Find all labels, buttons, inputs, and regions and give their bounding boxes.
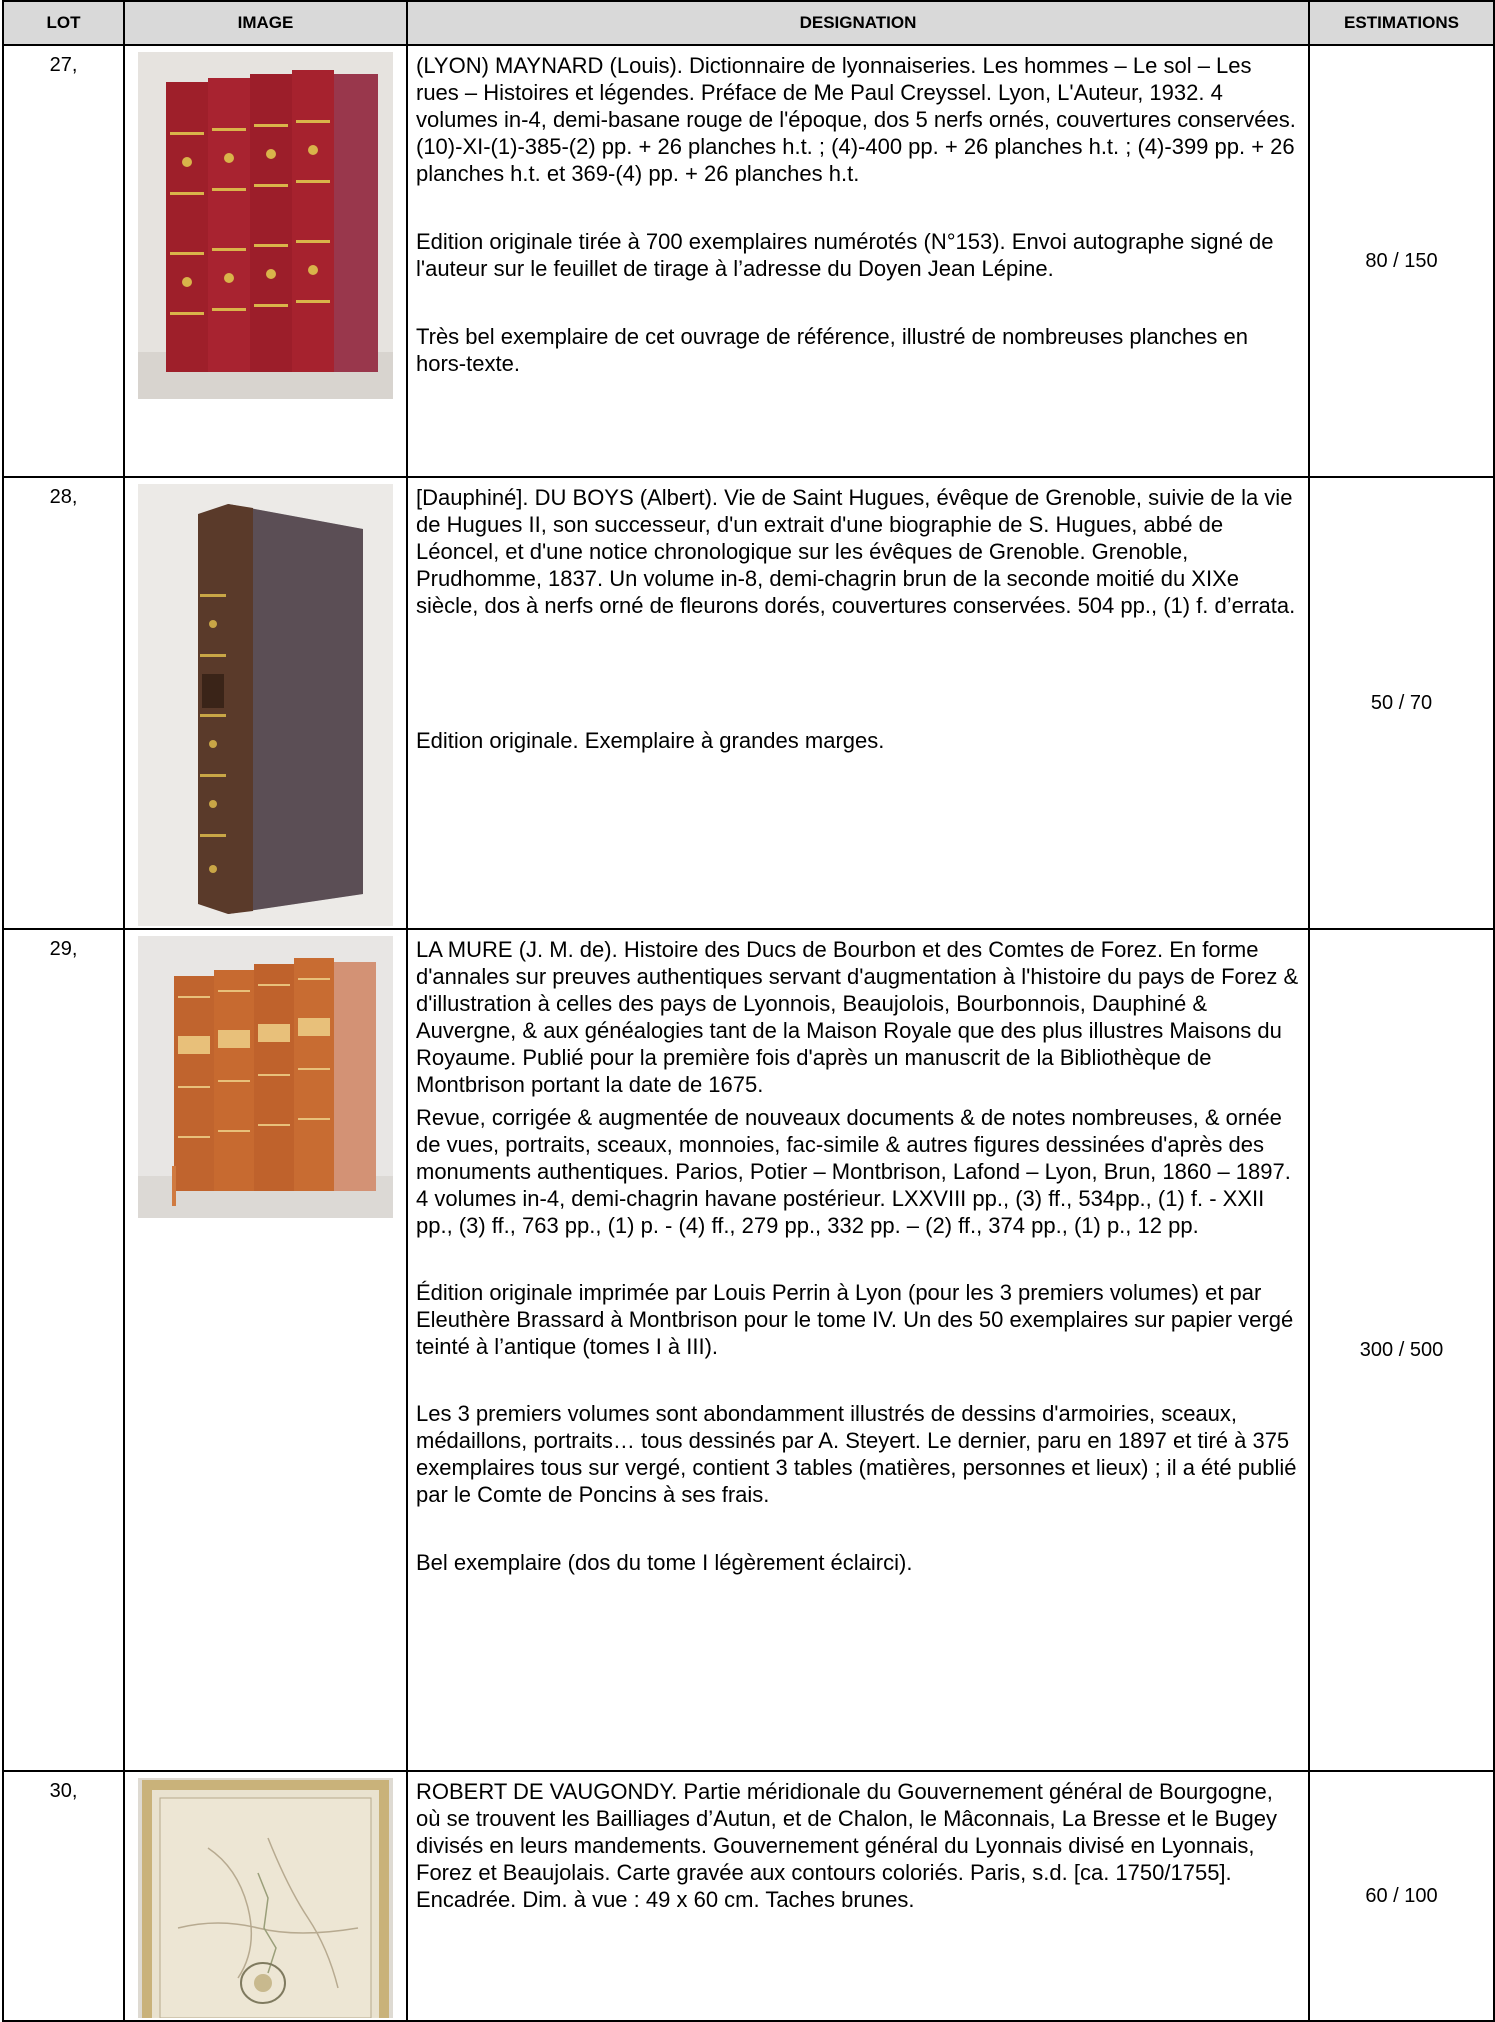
- lot-number: 30,: [3, 1771, 124, 2021]
- designation-paragraph: Édition originale imprimée par Louis Perrin à Lyon (pour les 3 premiers volumes) et par Eleuthère Brassard à Montbrison pour le tome IV. Un des 50 exemplaires sur papier vergé teinté à l’antique (tomes I à III).: [416, 1280, 1294, 1359]
- tan-books-photo: [138, 936, 393, 1218]
- framed-map-photo: [138, 1778, 393, 2018]
- header-estimations: ESTIMATIONS: [1309, 1, 1494, 45]
- lot-number: 28,: [3, 477, 124, 929]
- lots-table: [2, 0, 1495, 2022]
- lot-designation: [407, 1771, 1309, 2021]
- lot-row-29: [3, 929, 1494, 1771]
- lot-designation: [407, 929, 1309, 1771]
- designation-paragraph: ROBERT DE VAUGONDY. Partie méridionale du Gouvernement général de Bourgogne, où se trouvent les Bailliages d’Autun, et de Chalon, le Mâconnais, La Bresse et le Bugey divisés en leurs mandements. Gouvernement général du Lyonnais divisé en Lyonnais, Forez et Beaujolais. Carte gravée aux contours coloriés. Paris, s.d. [ca. 1750/1755]. Encadrée. Dim. à vue : 49 x 60 cm. Taches brunes.: [416, 1779, 1277, 1912]
- lot-image-cell: [124, 1771, 407, 2021]
- header-image: IMAGE: [124, 1, 407, 45]
- designation-paragraph: Très bel exemplaire de cet ouvrage de référence, illustré de nombreuses planches en hors-texte.: [416, 324, 1248, 376]
- lot-row-27: [3, 45, 1494, 477]
- designation-paragraph: (LYON) MAYNARD (Louis). Dictionnaire de lyonnaiseries. Les hommes – Le sol – Les rues – Histoires et légendes. Préface de Me Paul Creyssel. Lyon, L'Auteur, 1932. 4 volumes in-4, demi-basane rouge de l'époque, dos 5 nerfs ornés, couvertures conservées. (10)-XI-(1)-385-(2) pp. + 26 planches h.t. ; (4)-400 pp. + 26 planches h.t. ; (4)-399 pp. + 26 planches h.t. et 369-(4) pp. + 26 planches h.t.: [416, 53, 1296, 186]
- lot-estimate: 80 / 150: [1309, 45, 1494, 477]
- lot-image-cell: [124, 477, 407, 929]
- designation-paragraph: Les 3 premiers volumes sont abondamment illustrés de dessins d'armoiries, sceaux, médaillons, portraits… tous dessinés par A. Steyert. Le dernier, paru en 1897 et tiré à 375 exemplaires tous sur vergé, contient 3 tables (matières, personnes et lieux) ; il a été publié par le Comte de Poncins à ses frais.: [416, 1401, 1297, 1507]
- designation-paragraph: Bel exemplaire (dos du tome I légèrement éclairci).: [416, 1550, 913, 1575]
- lot-image-cell: [124, 929, 407, 1771]
- designation-paragraph: Revue, corrigée & augmentée de nouveaux documents & de notes nombreuses, & ornée de vues, portraits, sceaux, monnoies, fac-simile & autres figures dessinées d'après des monuments authentiques. Parios, Potier – Montbrison, Lafond – Lyon, Brun, 1860 – 1897. 4 volumes in-4, demi-chagrin havane postérieur. LXXVIII pp., (3) ff., 534pp., (1) f. - XXII pp., (3) ff., 763 pp., (1) p. - (4) ff., 279 pp., 332 pp. – (2) ff., 374 pp., (1) p., 12 pp.: [416, 1105, 1291, 1238]
- lot-estimate: 50 / 70: [1309, 477, 1494, 929]
- lot-designation: [407, 477, 1309, 929]
- lot-estimate: 60 / 100: [1309, 1771, 1494, 2021]
- designation-paragraph: Edition originale. Exemplaire à grandes marges.: [416, 728, 885, 753]
- lot-number: 29,: [3, 929, 124, 1771]
- header-lot: LOT: [3, 1, 124, 45]
- brown-book-photo: [138, 484, 393, 926]
- lot-row-28: [3, 477, 1494, 929]
- lot-designation: [407, 45, 1309, 477]
- header-designation: DESIGNATION: [407, 1, 1309, 45]
- designation-paragraph: Edition originale tirée à 700 exemplaires numérotés (N°153). Envoi autographe signé de l'auteur sur le feuillet de tirage à l’adresse du Doyen Jean Lépine.: [416, 229, 1274, 281]
- lot-row-30: [3, 1771, 1494, 2021]
- lot-estimate: 300 / 500: [1309, 929, 1494, 1771]
- lot-image-cell: [124, 45, 407, 477]
- designation-paragraph: LA MURE (J. M. de). Histoire des Ducs de Bourbon et des Comtes de Forez. En forme d'annales sur preuves authentiques servant d'augmentation à l'histoire du pays de Forez & d'illustration à celles des pays de Lyonnois, Beaujolois, Bourbonnois, Dauphiné & Auvergne, & aux généalogies tant de la Maison Royale que des plus illustres Maisons du Royaume. Publié pour la première fois d'après un manuscrit de la Bibliothèque de Montbrison portant la date de 1675.: [416, 937, 1299, 1097]
- lot-number: 27,: [3, 45, 124, 477]
- red-books-photo: [138, 52, 393, 399]
- header-row: [3, 1, 1494, 45]
- designation-paragraph: [Dauphiné]. DU BOYS (Albert). Vie de Saint Hugues, évêque de Grenoble, suivie de la vie de Hugues II, son successeur, d'un extrait d'une biographie de S. Hugues, abbé de Léoncel, et d'une notice chronologique sur les évêques de Grenoble. Grenoble, Prudhomme, 1837. Un volume in-8, demi-chagrin brun de la seconde moitié du XIXe siècle, dos à nerfs orné de fleurons dorés, couvertures conservées. 504 pp., (1) f. d’errata.: [416, 485, 1296, 618]
